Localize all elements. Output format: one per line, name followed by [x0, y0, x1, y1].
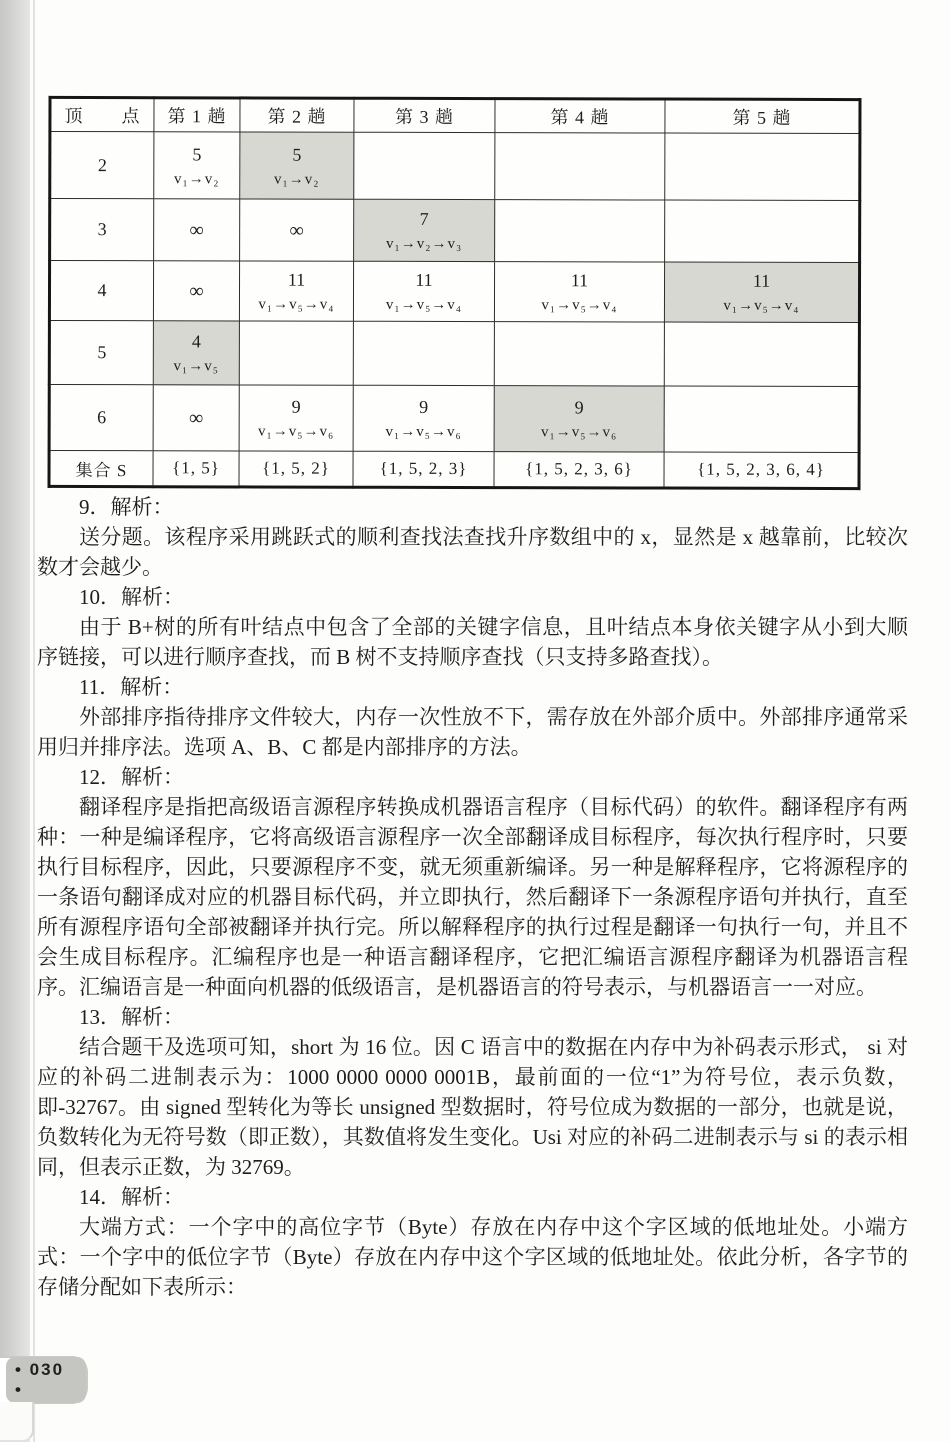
shortest-path: v₁→v₅→v₆ — [258, 423, 335, 440]
page-tab-stem — [0, 1402, 34, 1442]
shortest-path: v₁→v₅→v₄ — [541, 297, 618, 314]
shortest-path: v₁→v₅→v₄ — [723, 297, 800, 314]
distance-value: 9 — [574, 397, 584, 418]
section-heading: 13．解析： — [79, 1005, 184, 1029]
shortest-path: v₁→v₂ — [174, 170, 220, 187]
dijkstra-table-body — [49, 131, 860, 452]
distance-cell — [153, 321, 239, 385]
section-heading: 9．解析： — [79, 495, 174, 519]
distance-value: 5 — [192, 143, 202, 164]
set-s-value: {1, 5, 2} — [239, 451, 353, 487]
vertex-cell: 5 — [49, 320, 153, 384]
scan-edge-line — [33, 0, 35, 1442]
set-s-value: {1, 5, 2, 3, 6} — [494, 452, 664, 488]
distance-cell — [153, 385, 239, 451]
empty-cell — [665, 200, 860, 263]
section-11 — [37, 672, 908, 762]
set-s-value: {1, 5, 2, 3, 6, 4} — [664, 452, 859, 489]
table-header-row — [50, 97, 860, 133]
distance-cell — [353, 261, 494, 321]
vertex-cell: 4 — [49, 260, 153, 320]
empty-cell — [495, 200, 665, 262]
section-heading: 11．解析： — [79, 675, 184, 699]
distance-value: 11 — [287, 269, 306, 290]
table-row — [50, 198, 860, 262]
vertex-cell: 6 — [49, 384, 153, 450]
set-s-value: {1, 5, 2, 3} — [353, 451, 494, 487]
empty-cell — [665, 133, 860, 201]
distance-value: 11 — [415, 269, 433, 290]
distance-value: ∞ — [289, 219, 304, 242]
page-number-badge: • 030 • — [6, 1357, 86, 1403]
dijkstra-table-header — [50, 97, 860, 133]
dijkstra-table-footer — [49, 450, 859, 488]
shortest-path: v₁→v₅→v₄ — [385, 296, 463, 314]
section-14 — [37, 1182, 908, 1302]
distance-cell — [239, 261, 353, 321]
table-row — [49, 260, 859, 322]
set-s-label: 集合 S — [49, 450, 153, 486]
distance-value: 11 — [570, 270, 589, 291]
section-heading: 12．解析： — [79, 765, 184, 789]
distance-value: ∞ — [189, 406, 204, 429]
section-paragraph: 结合题干及选项可知，short 为 16 位。因 C 语言中的数据在内存中为补码表示形式， si 对应的补码二进制表示为：1000 0000 0000 0001B，最前面的一位“1”为符号位，表示负数，即-32767。由 signed 型转化为等长 unsigned 型数据时，符号位成为数据的一部分，也就是说，负数转化为无符号数（即正数），其数值将发生变化。Usi 对应的补码二进制表示与 si 的表示相同，但表示正数，为 32769。 — [37, 1035, 908, 1179]
distance-cell — [154, 199, 240, 261]
shortest-path: v₁→v₂→v₃ — [385, 235, 463, 253]
vertex-cell: 2 — [50, 131, 154, 198]
empty-cell — [664, 322, 859, 387]
distance-value: 7 — [419, 208, 429, 229]
section-heading: 10．解析： — [79, 585, 184, 609]
page-number-tab — [0, 1356, 88, 1404]
empty-cell — [354, 132, 495, 199]
table-row — [49, 320, 859, 386]
distance-cell — [353, 385, 494, 451]
section-13 — [37, 1002, 908, 1182]
header-cell-5: 第 5 趟 — [665, 99, 860, 134]
distance-value: ∞ — [189, 279, 204, 302]
section-paragraph: 翻译程序是指把高级语言源程序转换成机器语言程序（目标代码）的软件。翻译程序有两种：一种是编译程序，它将高级语言源程序一次全部翻译成目标程序，每次执行程序时，只要执行目标程序，因此，只要源程序不变，就无须重新编译。另一种是解释程序，它将源程序的一条语句翻译成对应的机器目标代码，并立即执行，然后翻译下一条源程序语句并执行，直至所有源程序语句全部被翻译并执行完。所以解释程序的执行过程是翻译一句执行一句，并且不会生成目标程序。汇编程序也是一种语言翻译程序，它把汇编语言源程序翻译为机器语言程序。汇编语言是一种面向机器的低级语言，是机器语言的符号表示，与机器语言一一对应。 — [37, 795, 908, 999]
section-heading: 14．解析： — [79, 1185, 184, 1209]
section-paragraph: 由于 B+树的所有叶结点中包含了全部的关键字信息，且叶结点本身依关键字从小到大顺序链接，可以进行顺序查找，而 B 树不支持顺序查找（只支持多路查找）。 — [37, 615, 908, 669]
section-paragraph: 外部排序指待排序文件较大，内存一次性放不下，需存放在外部介质中。外部排序通常采用归并排序法。选项 A、B、C 都是内部排序的方法。 — [37, 705, 908, 759]
distance-cell — [494, 262, 664, 322]
distance-cell — [154, 132, 240, 199]
section-9 — [37, 492, 908, 582]
empty-cell — [494, 322, 664, 386]
shortest-path: v₁→v₂ — [274, 171, 320, 188]
empty-cell — [239, 321, 353, 385]
section-10 — [37, 582, 908, 672]
distance-cell — [354, 199, 495, 261]
section-paragraph: 送分题。该程序采用跳跃式的顺利查找法查找升序数组中的 x，显然是 x 越靠前，比较次数才会越少。 — [37, 525, 908, 579]
distance-cell — [239, 385, 353, 451]
shortest-path: v₁→v₅→v₄ — [258, 296, 335, 313]
table-row — [50, 131, 860, 200]
distance-cell — [240, 199, 354, 261]
distance-value: 9 — [419, 396, 429, 417]
dijkstra-table — [47, 96, 861, 490]
scan-edge-shadow — [0, 0, 30, 1442]
distance-cell — [240, 132, 354, 199]
section-12 — [37, 762, 908, 1002]
table-row — [49, 384, 859, 452]
distance-cell — [494, 386, 664, 452]
distance-value: 5 — [292, 144, 302, 165]
distance-value: 4 — [191, 331, 201, 352]
set-s-value: {1, 5} — [153, 451, 239, 487]
section-paragraph: 大端方式：一个字中的高位字节（Byte）存放在内存中这个字区域的低地址处。小端方式：一个字中的低位字节（Byte）存放在内存中这个字区域的低地址处。依此分析，各字节的存储分配如下表所示： — [37, 1215, 908, 1299]
header-cell-2: 第 2 趟 — [240, 98, 354, 132]
set-s-row — [49, 450, 859, 488]
distance-value: ∞ — [189, 218, 204, 241]
distance-cell — [664, 262, 859, 323]
shortest-path: v₁→v₅ — [173, 358, 220, 375]
vertex-cell: 3 — [50, 198, 154, 260]
header-cell-1: 第 1 趟 — [154, 98, 240, 132]
distance-cell — [153, 261, 239, 321]
header-cell-3: 第 3 趟 — [354, 98, 495, 132]
empty-cell — [353, 321, 494, 385]
empty-cell — [495, 133, 665, 200]
header-cell-0: 顶 点 — [50, 97, 154, 131]
solution-sections — [37, 492, 908, 1302]
header-cell-4: 第 4 趟 — [495, 99, 665, 133]
shortest-path: v₁→v₅→v₆ — [541, 424, 618, 441]
distance-value: 9 — [291, 396, 301, 417]
distance-value: 11 — [752, 270, 771, 291]
empty-cell — [664, 386, 859, 453]
shortest-path: v₁→v₅→v₆ — [385, 423, 462, 441]
